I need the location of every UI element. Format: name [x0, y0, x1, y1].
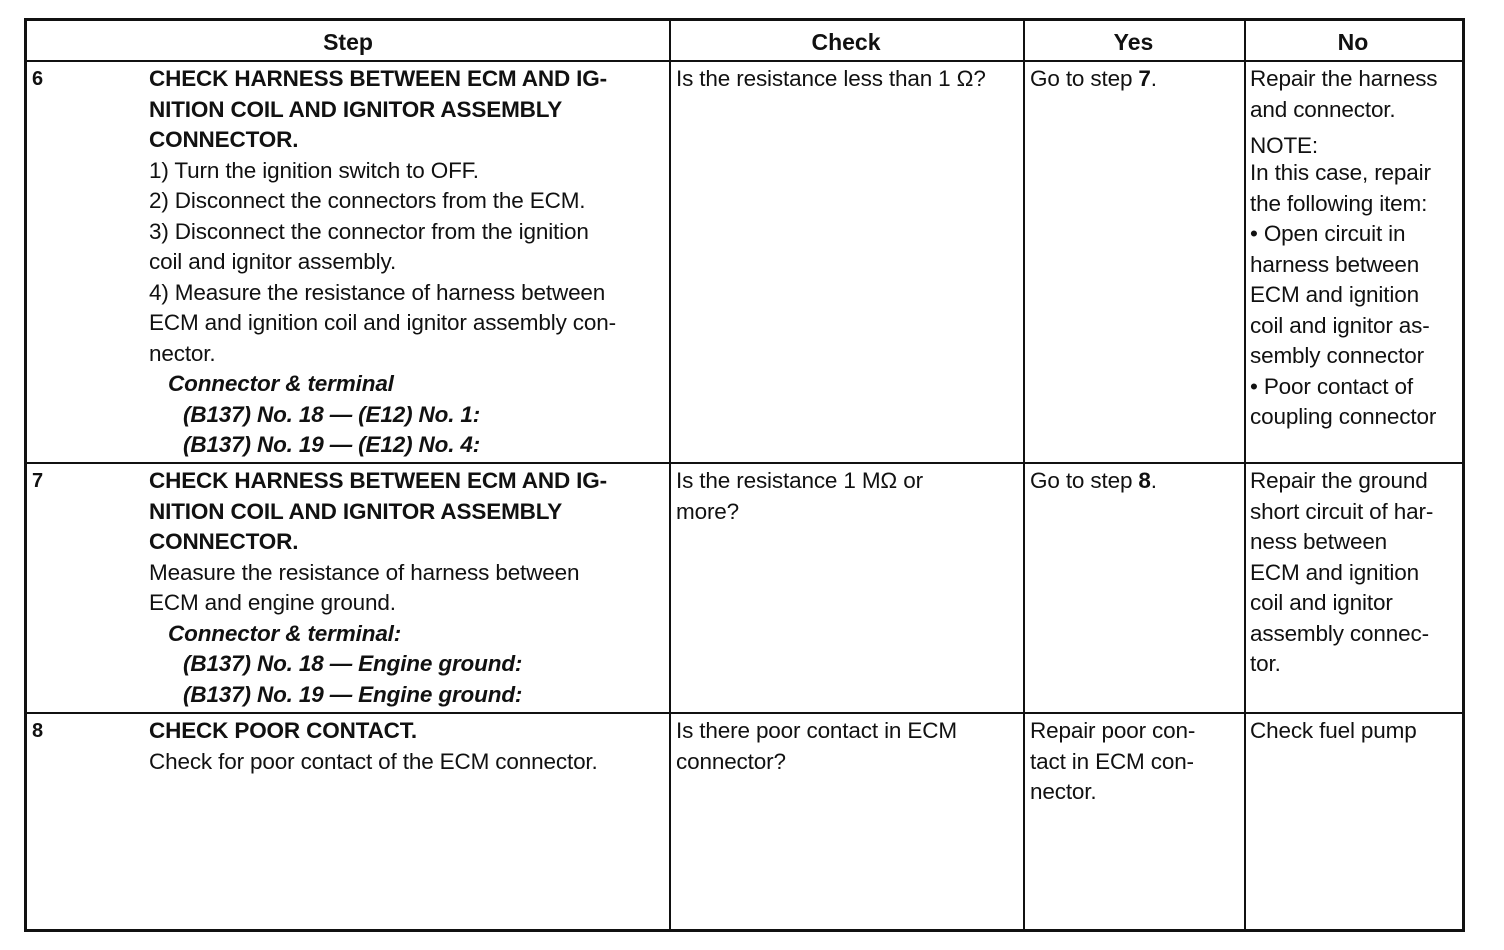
terminal-line: (B137) No. 18 — (E12) No. 1:	[183, 401, 481, 427]
no-line: short circuit of har-	[1250, 498, 1434, 524]
yes-line: tact in ECM con-	[1030, 748, 1194, 774]
step-body-line: Check for poor contact of the ECM connector.	[149, 748, 598, 774]
terminal-line: (B137) No. 18 — Engine ground:	[183, 651, 523, 676]
note-line: the following item:	[1250, 190, 1428, 216]
no-line: ness between	[1250, 529, 1388, 554]
no-line: tor.	[1250, 651, 1281, 676]
note-line: ECM and ignition	[1250, 282, 1419, 307]
note-line: harness between	[1250, 251, 1420, 277]
note-line: sembly connector	[1250, 343, 1424, 368]
step-body-line: ECM and ignition coil and ignitor assembly con-	[149, 310, 616, 335]
step-body-line: Measure the resistance of harness between	[149, 559, 580, 585]
header-step: Step	[323, 29, 373, 55]
row-divider	[27, 712, 1462, 714]
step-title-line: CHECK HARNESS BETWEEN ECM AND IG-	[149, 468, 607, 493]
no-cell	[1250, 64, 1437, 433]
no-line: Repair the ground	[1250, 468, 1428, 493]
no-cell	[1250, 716, 1417, 747]
check-line: connector?	[676, 748, 786, 774]
header-yes: Yes	[1113, 29, 1154, 55]
check-cell	[676, 64, 986, 95]
troubleshooting-table	[24, 18, 1465, 932]
check-line: Is there poor contact in ECM	[676, 718, 957, 743]
step-number: 6	[32, 68, 43, 90]
no-cell	[1250, 466, 1433, 680]
note-line: In this case, repair	[1250, 160, 1431, 185]
yes-cell	[1030, 64, 1157, 95]
step-number: 7	[32, 470, 43, 492]
step-title-line: CONNECTOR.	[149, 127, 299, 152]
no-line: assembly connec-	[1250, 620, 1429, 646]
column-divider	[669, 21, 671, 929]
yes-step-number: 7	[1138, 66, 1151, 91]
no-line: ECM and ignition	[1250, 559, 1419, 585]
column-divider	[1023, 21, 1025, 929]
step-number: 8	[32, 720, 43, 742]
check-line: Is the resistance less than 1 Ω?	[676, 66, 986, 91]
note-line: coil and ignitor as-	[1250, 312, 1430, 338]
step-body-line: nector.	[149, 340, 216, 366]
note-line: • Poor contact of	[1250, 373, 1413, 399]
connector-terminal-label: Connector & terminal:	[168, 620, 402, 646]
header-check: Check	[811, 29, 881, 55]
step-cell	[149, 466, 607, 710]
yes-suffix: .	[1150, 468, 1157, 493]
no-line: Check fuel pump	[1250, 718, 1417, 743]
yes-suffix: .	[1150, 66, 1157, 91]
row-divider	[27, 462, 1462, 464]
step-body-line: 1) Turn the ignition switch to OFF.	[149, 157, 479, 183]
terminal-line: (B137) No. 19 — Engine ground:	[183, 681, 523, 707]
step-body-line: 3) Disconnect the connector from the ignition	[149, 218, 589, 244]
check-cell	[676, 716, 957, 777]
step-title-line: CHECK POOR CONTACT.	[149, 718, 417, 743]
yes-text: Go to step	[1030, 66, 1139, 91]
yes-step-number: 8	[1138, 468, 1151, 493]
check-line: more?	[676, 498, 740, 524]
step-cell	[149, 716, 598, 777]
step-title-line: NITION COIL AND IGNITOR ASSEMBLY	[149, 96, 563, 122]
yes-text: Go to step	[1030, 468, 1139, 493]
column-divider	[1244, 21, 1246, 929]
step-body-line: ECM and engine ground.	[149, 590, 396, 615]
note-line: • Open circuit in	[1250, 221, 1406, 246]
no-line: Repair the harness	[1250, 66, 1438, 91]
connector-terminal-label: Connector & terminal	[168, 371, 394, 396]
yes-line: Repair poor con-	[1030, 718, 1196, 743]
step-body-line: 4) Measure the resistance of harness between	[149, 279, 606, 305]
step-body-line: coil and ignitor assembly.	[149, 249, 397, 274]
check-cell	[676, 466, 923, 527]
note-line: coupling connector	[1250, 404, 1437, 429]
no-line: coil and ignitor	[1250, 590, 1393, 615]
header-no: No	[1337, 29, 1369, 55]
check-line: Is the resistance 1 MΩ or	[676, 468, 923, 493]
step-title-line: NITION COIL AND IGNITOR ASSEMBLY	[149, 498, 563, 524]
yes-line: nector.	[1030, 779, 1097, 804]
step-cell	[149, 64, 616, 461]
step-title-line: CONNECTOR.	[149, 529, 299, 554]
no-line: and connector.	[1250, 96, 1396, 122]
yes-cell	[1030, 716, 1195, 808]
terminal-line: (B137) No. 19 — (E12) No. 4:	[183, 432, 481, 457]
note-label: NOTE:	[1250, 133, 1319, 158]
yes-cell	[1030, 466, 1157, 497]
step-body-line: 2) Disconnect the connectors from the ECM.	[149, 188, 586, 213]
step-title-line: CHECK HARNESS BETWEEN ECM AND IG-	[149, 66, 607, 91]
